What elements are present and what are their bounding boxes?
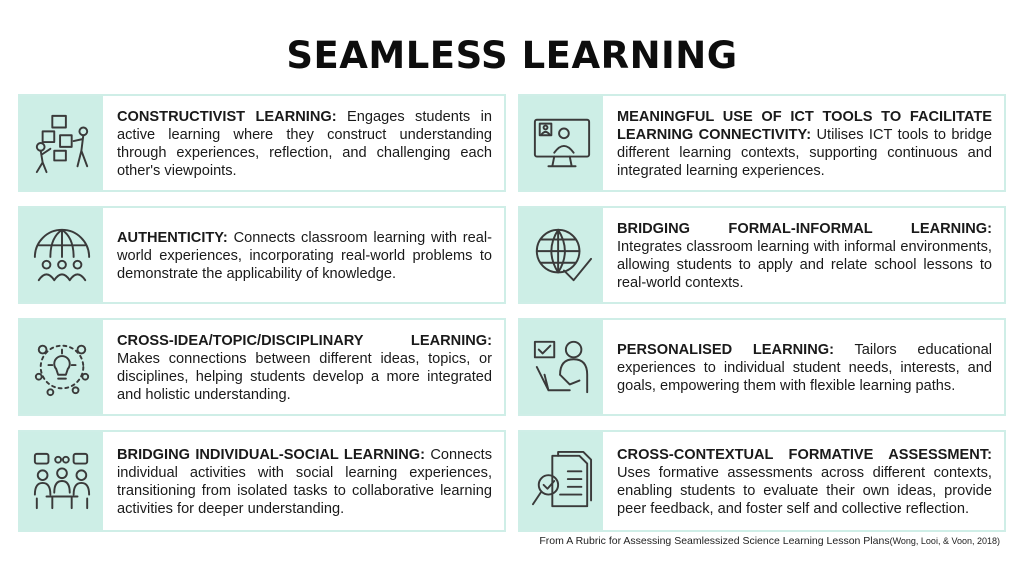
icon-panel xyxy=(520,320,603,414)
icon-panel xyxy=(20,320,103,414)
card-heading: BRIDGING INDIVIDUAL-SOCIAL LEARNING: xyxy=(117,447,425,463)
card-cross-contextual-assessment xyxy=(518,430,1006,532)
globe-check-icon xyxy=(531,224,593,286)
card-bridging-formal-informal xyxy=(518,206,1006,304)
card-heading: CROSS-CONTEXTUAL FORMATIVE ASSESSMENT: xyxy=(617,447,992,463)
source-authors: (Wong, Looi, & Voon, 2018) xyxy=(889,536,1000,546)
card-heading: CROSS-IDEA/TOPIC/DISCIPLINARY LEARNING: xyxy=(117,333,492,349)
card-individual-social xyxy=(18,430,506,532)
person-laptop-icon xyxy=(531,336,593,398)
card-meaningful-ict xyxy=(518,94,1006,192)
icon-panel xyxy=(20,432,103,530)
card-body: Engages students in active learning where they construct understanding through experiences, reflection, and challenging each other's viewpoints. xyxy=(117,109,492,179)
card-body: Connects individual activities with social learning experiences, transitioning from isolated tasks to collaborative learning activities for deeper understanding. xyxy=(117,447,492,517)
document-search-icon xyxy=(531,450,593,512)
card-body: Connects classroom learning with real-world experiences, incorporating real-world problems to demonstrate the applicability of knowledge. xyxy=(117,230,492,282)
card-heading: AUTHENTICITY: xyxy=(117,230,228,246)
card-body: Makes connections between different ideas, topics, or disciplines, helping students develop a more integrated and holistic understanding. xyxy=(117,351,492,403)
source-citation xyxy=(539,535,1000,547)
page-title: SEAMLESS LEARNING xyxy=(286,34,738,77)
card-heading: BRIDGING FORMAL-INFORMAL LEARNING: xyxy=(617,221,992,237)
lightbulb-network-icon xyxy=(31,336,93,398)
card-body: Utilises ICT tools to bridge different learning contexts, supporting continuous and integrated learning experiences. xyxy=(617,127,992,179)
card-heading: PERSONALISED LEARNING: xyxy=(617,342,834,358)
card-constructivist-learning xyxy=(18,94,506,192)
card-body: Uses formative assessments across different contexts, enabling students to evaluate their own ideas, provide peer feedback, and foster self and collective reflection. xyxy=(617,465,992,517)
icon-panel xyxy=(520,96,603,190)
icon-panel xyxy=(520,432,603,530)
card-cross-idea xyxy=(18,318,506,416)
icon-panel xyxy=(20,96,103,190)
card-heading: MEANINGFUL USE OF ICT TOOLS TO FACILITATE LEARNING CONNECTIVITY: xyxy=(617,109,992,143)
card-heading: CONSTRUCTIVIST LEARNING: xyxy=(117,109,337,125)
group-discussion-icon xyxy=(31,450,93,512)
globe-people-icon xyxy=(31,224,93,286)
icon-panel xyxy=(520,208,603,302)
card-authenticity xyxy=(18,206,506,304)
icon-panel xyxy=(20,208,103,302)
card-body: Tailors educational experiences to individual student needs, interests, and goals, empowering them with flexible learning paths. xyxy=(617,342,992,394)
video-conference-icon xyxy=(531,112,593,174)
collaborating-people-icon xyxy=(31,112,93,174)
card-personalised-learning xyxy=(518,318,1006,416)
source-text: From A Rubric for Assessing Seamlessized Science Learning Lesson Plans xyxy=(539,535,890,547)
card-body: Integrates classroom learning with informal environments, allowing students to apply and relate school lessons to real-world contexts. xyxy=(617,239,992,291)
